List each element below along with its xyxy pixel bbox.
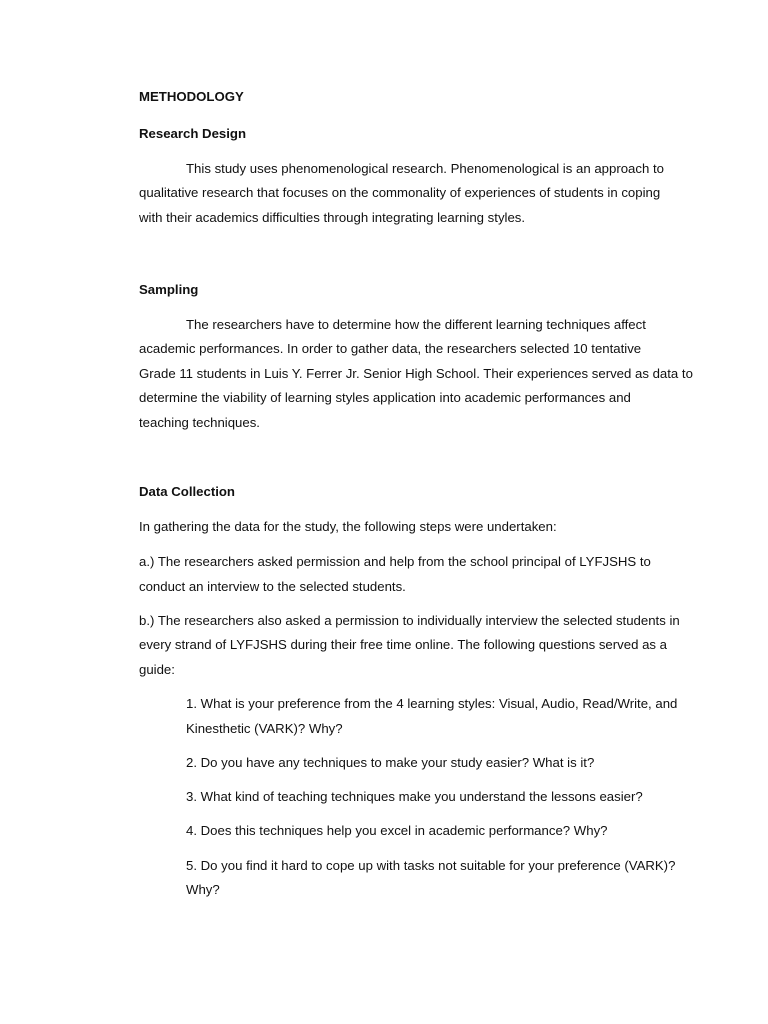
paragraph-line: This study uses phenomenological research. Phenomenological is an approach to (186, 161, 664, 176)
sampling-heading: Sampling (139, 282, 199, 297)
research-design-heading: Research Design (139, 126, 247, 141)
step-line: guide: (139, 662, 175, 677)
paragraph-line: Grade 11 students in Luis Y. Ferrer Jr. Senior High School. Their experiences served as data to (139, 366, 693, 381)
step-line: every strand of LYFJSHS during their free time online. The following questions served as a (139, 637, 668, 652)
step-line: conduct an interview to the selected students. (139, 579, 406, 594)
paragraph-line: with their academics difficulties through integrating learning styles. (139, 210, 526, 225)
paragraph-line: academic performances. In order to gather data, the researchers selected 10 tentative (139, 341, 642, 356)
question-line: 4. Does this techniques help you excel in academic performance? Why? (186, 823, 608, 838)
page-title: METHODOLOGY (139, 89, 244, 104)
paragraph-line: The researchers have to determine how the different learning techniques affect (186, 317, 646, 332)
question-line: 2. Do you have any techniques to make your study easier? What is it? (186, 755, 595, 770)
step-line: b.) The researchers also asked a permission to individually interview the selected students in (139, 613, 680, 628)
paragraph-line: In gathering the data for the study, the following steps were undertaken: (139, 519, 557, 534)
data-collection-heading: Data Collection (139, 484, 235, 499)
question-line: Kinesthetic (VARK)? Why? (186, 721, 343, 736)
question-line: Why? (186, 882, 220, 897)
paragraph-line: qualitative research that focuses on the commonality of experiences of students in coping (139, 185, 661, 200)
paragraph-line: teaching techniques. (139, 415, 260, 430)
question-line: 5. Do you find it hard to cope up with tasks not suitable for your preference (VARK)? (186, 858, 676, 873)
question-line: 3. What kind of teaching techniques make you understand the lessons easier? (186, 789, 643, 804)
paragraph-line: determine the viability of learning styles application into academic performances and (139, 390, 631, 405)
question-line: 1. What is your preference from the 4 learning styles: Visual, Audio, Read/Write, and (186, 696, 678, 711)
step-line: a.) The researchers asked permission and help from the school principal of LYFJSHS to (139, 554, 651, 569)
